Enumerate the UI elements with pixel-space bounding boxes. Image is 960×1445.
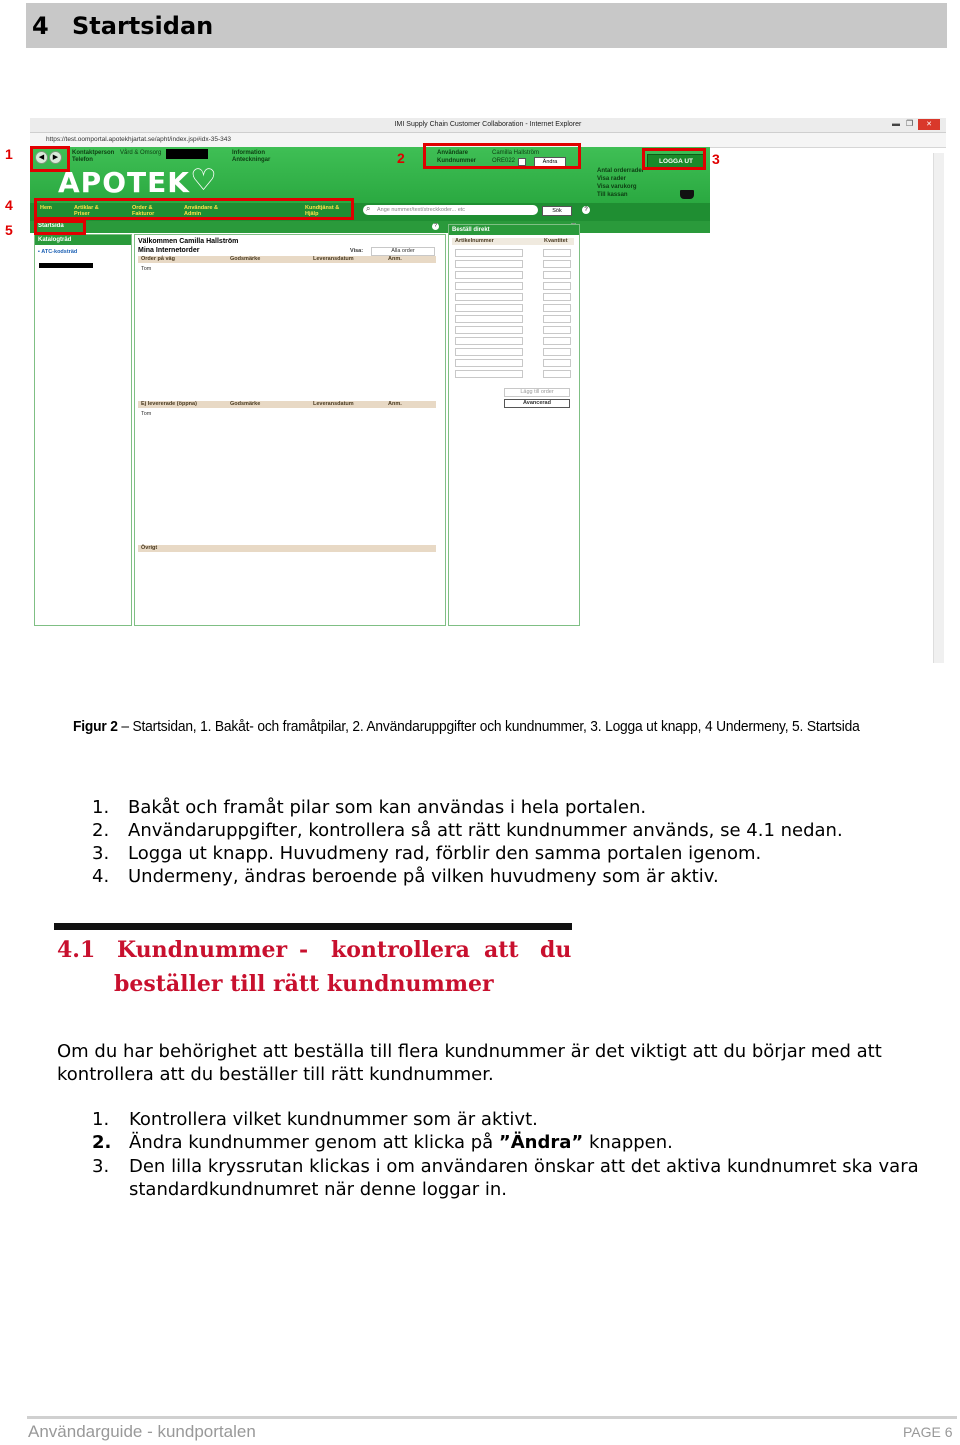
phone-label: Telefon xyxy=(72,157,93,163)
list-item xyxy=(92,1109,538,1130)
callout-number-1: 1 xyxy=(5,146,13,162)
subsection-title-word: Kundnummer xyxy=(117,937,288,963)
close-icon[interactable]: ✕ xyxy=(918,119,940,130)
minimize-icon[interactable]: ▬ xyxy=(892,119,900,128)
list-number: 3. xyxy=(92,843,110,864)
help-icon[interactable]: ? xyxy=(582,206,590,214)
direct-order-header: Beställ direkt xyxy=(449,225,579,235)
subsection-title-word: kontrollera xyxy=(331,937,470,963)
list-text: Undermeny, ändras beroende på vilken huvudmeny som är aktiv. xyxy=(128,866,719,887)
quantity-input[interactable] xyxy=(543,326,571,334)
nav-orders[interactable]: Order & Fakturor xyxy=(132,205,155,217)
article-number-input[interactable] xyxy=(455,260,523,268)
caption-text: – Startsidan, 1. Bakåt- och framåtpilar, 2. Användaruppgifter och kundnummer, 3. Logga ut knapp, 4 Undermeny, 5. Startsida xyxy=(117,718,860,735)
list-text: Användaruppgifter, kontrollera så att rätt kundnummer används, se 4.1 nedan. xyxy=(128,820,843,841)
search-button[interactable]: Sök xyxy=(542,206,572,216)
welcome-text: Välkommen Camilla Hallström xyxy=(138,238,239,245)
article-number-input[interactable] xyxy=(455,337,523,345)
caption-label: Figur 2 xyxy=(73,718,118,735)
col-mark: Godsmärke xyxy=(230,401,261,407)
article-number-input[interactable] xyxy=(455,293,523,301)
list-number: 2. xyxy=(92,1132,112,1153)
footer-rule xyxy=(27,1416,957,1419)
stat-order-rows: Antal orderrader xyxy=(597,168,645,174)
quantity-input[interactable] xyxy=(543,359,571,367)
list-number: 3. xyxy=(92,1156,110,1177)
subsection-title-word: - xyxy=(299,937,309,963)
stat-checkout[interactable]: Till kassan xyxy=(597,192,628,198)
back-arrow-icon[interactable]: ◀ xyxy=(35,151,48,164)
section-title: Startsidan xyxy=(72,12,214,40)
stat-show-rows[interactable]: Visa rader xyxy=(597,176,626,182)
direct-order-cols xyxy=(452,238,574,245)
user-value: Camilla Hallström xyxy=(492,150,540,156)
list-item xyxy=(92,843,761,864)
empty-text: Tom xyxy=(141,266,152,272)
catalog-panel xyxy=(34,234,132,626)
maximize-icon[interactable]: ❐ xyxy=(906,119,914,128)
user-label: Användare xyxy=(437,150,469,156)
customer-value: ORE022 xyxy=(492,158,516,164)
address-text: https://test.oomportal.apotekhjartat.se/apht/index.jsp#idx-35-343 xyxy=(46,136,231,143)
list-text: knappen. xyxy=(583,1132,673,1153)
search-icon: ⌕ xyxy=(366,204,371,213)
catalog-item[interactable]: ▪ ATC-kodsträd xyxy=(38,249,78,255)
list-item-continuation: standardkundnumret när denne loggar in. xyxy=(129,1179,507,1200)
list-text: Kontrollera vilket kundnummer som är aktivt. xyxy=(129,1109,538,1130)
redacted-block xyxy=(166,149,208,159)
browser-title: IMI Supply Chain Customer Collaboration - Internet Explorer xyxy=(30,118,946,133)
cart-icon[interactable] xyxy=(680,190,694,199)
quantity-input[interactable] xyxy=(543,370,571,378)
my-orders-title: Mina Internetorder xyxy=(138,247,200,254)
article-number-input[interactable] xyxy=(455,348,523,356)
col-date: Leveransdatum xyxy=(313,401,354,407)
col-order: Order på väg xyxy=(141,256,175,262)
info-label[interactable]: Information xyxy=(232,150,265,156)
portal-screenshot xyxy=(30,118,946,668)
orders-table-header xyxy=(138,256,436,263)
direct-order-panel xyxy=(448,224,580,626)
subsection-title-word: att xyxy=(484,937,519,963)
submenu-bar xyxy=(30,221,710,233)
list-text: Ändra kundnummer genom att klicka på xyxy=(129,1132,499,1153)
col-mark: Godsmärke xyxy=(230,256,261,262)
quantity-input[interactable] xyxy=(543,348,571,356)
other-header: Övrigt xyxy=(138,545,436,552)
logout-button[interactable]: LOGGA UT xyxy=(647,154,705,169)
search-input[interactable]: Ange nummer/text/streckkoder... etc xyxy=(363,205,538,215)
advanced-button[interactable]: Avancerad xyxy=(504,399,570,408)
show-label: Visa: xyxy=(350,248,364,254)
callout-box-4 xyxy=(34,198,354,220)
list-number: 1. xyxy=(92,1109,110,1130)
list-text: Bakåt och framåt pilar som kan användas i hela portalen. xyxy=(128,797,647,818)
contact-value: Vård & Omsorg xyxy=(120,150,162,156)
article-number-input[interactable] xyxy=(455,271,523,279)
change-button[interactable]: Ändra xyxy=(534,157,566,167)
section-rule xyxy=(54,923,572,930)
contact-label: Kontaktperson xyxy=(72,150,115,156)
footer-title: Användarguide - kundportalen xyxy=(28,1422,256,1441)
callout-box-2 xyxy=(423,143,581,169)
catalog-item-label: ATC-kodsträd xyxy=(41,249,78,255)
subsection-title-line2: beställer till rätt kundnummer xyxy=(114,971,494,997)
article-number-input[interactable] xyxy=(455,249,523,257)
article-number-input[interactable] xyxy=(455,304,523,312)
nav-support[interactable]: Kundtjänst & Hjälp xyxy=(305,205,340,217)
list-text: Logga ut knapp. Huvudmeny rad, förblir den samma portalen igenom. xyxy=(128,843,762,864)
orders-panel xyxy=(134,234,446,626)
col-date: Leveransdatum xyxy=(313,256,354,262)
notes-label[interactable]: Anteckningar xyxy=(232,157,271,163)
apotek-logo-text: APOTEK xyxy=(58,166,190,199)
show-select[interactable]: Alla order xyxy=(371,247,435,256)
page-number: PAGE 6 xyxy=(903,1424,953,1440)
catalog-header: Katalogträd xyxy=(35,235,131,245)
empty-text: Tom xyxy=(141,411,152,417)
redacted-block xyxy=(39,263,93,268)
nav-home[interactable]: Hem xyxy=(40,205,52,211)
scrollbar[interactable] xyxy=(933,153,944,663)
quantity-input[interactable] xyxy=(543,260,571,268)
callout-box-1 xyxy=(30,146,70,172)
list-number: 4. xyxy=(92,866,110,887)
list-item xyxy=(92,866,719,887)
quantity-input[interactable] xyxy=(543,293,571,301)
col-undelivered: Ej levererade (öppna) xyxy=(141,401,197,407)
article-number-input[interactable] xyxy=(455,315,523,323)
list-item xyxy=(92,1132,673,1153)
list-number: 2. xyxy=(92,820,110,841)
help-icon[interactable]: ? xyxy=(432,223,439,230)
add-to-order-button[interactable]: Lägg till order xyxy=(504,388,570,397)
callout-box-5 xyxy=(34,220,86,235)
list-number: 1. xyxy=(92,797,110,818)
quantity-input[interactable] xyxy=(543,282,571,290)
callout-number-5: 5 xyxy=(5,222,13,238)
article-number-input[interactable] xyxy=(455,370,523,378)
col-note: Anm. xyxy=(388,256,402,262)
intro-paragraph: Om du har behörighet att beställa till flera kundnummer är det viktigt att du börjar med att kontrollera att du beställer till rätt kundnummer. xyxy=(57,1041,882,1085)
callout-box-3 xyxy=(642,148,706,170)
list-text: Den lilla kryssrutan klickas i om användaren önskar att det aktiva kundnumret ska vara xyxy=(129,1156,919,1177)
quantity-input[interactable] xyxy=(543,249,571,257)
quantity-input[interactable] xyxy=(543,315,571,323)
subsection-number: 4.1 xyxy=(57,937,96,963)
customer-label: Kundnummer xyxy=(437,158,476,164)
nav-users[interactable]: Användare & Admin xyxy=(184,205,218,217)
list-item xyxy=(92,1156,919,1177)
article-number-input[interactable] xyxy=(455,326,523,334)
forward-arrow-icon[interactable]: ▶ xyxy=(49,151,62,164)
nav-articles[interactable]: Artiklar & Priser xyxy=(74,205,99,217)
callout-number-4: 4 xyxy=(5,197,13,213)
article-number-input[interactable] xyxy=(455,359,523,367)
quantity-input[interactable] xyxy=(543,337,571,345)
section-number: 4 xyxy=(32,12,49,40)
list-item xyxy=(92,797,646,818)
undelivered-table-header xyxy=(138,401,436,408)
article-number-input[interactable] xyxy=(455,282,523,290)
quantity-input[interactable] xyxy=(543,304,571,312)
col-quantity: Kvantitet xyxy=(544,238,568,244)
col-article: Artikelnummer xyxy=(455,238,494,244)
heart-logo-icon: ♡ xyxy=(190,164,217,197)
stat-show-cart[interactable]: Visa varukorg xyxy=(597,184,637,190)
list-text-bold: ”Ändra” xyxy=(498,1132,584,1153)
subsection-title-word: du xyxy=(540,937,572,963)
submenu-home[interactable]: Startsida xyxy=(38,223,64,229)
callout-number-2: 2 xyxy=(397,150,405,166)
quantity-input[interactable] xyxy=(543,271,571,279)
figure-caption xyxy=(73,718,860,735)
list-item xyxy=(92,820,843,841)
col-note: Anm. xyxy=(388,401,402,407)
callout-number-3: 3 xyxy=(712,151,720,167)
